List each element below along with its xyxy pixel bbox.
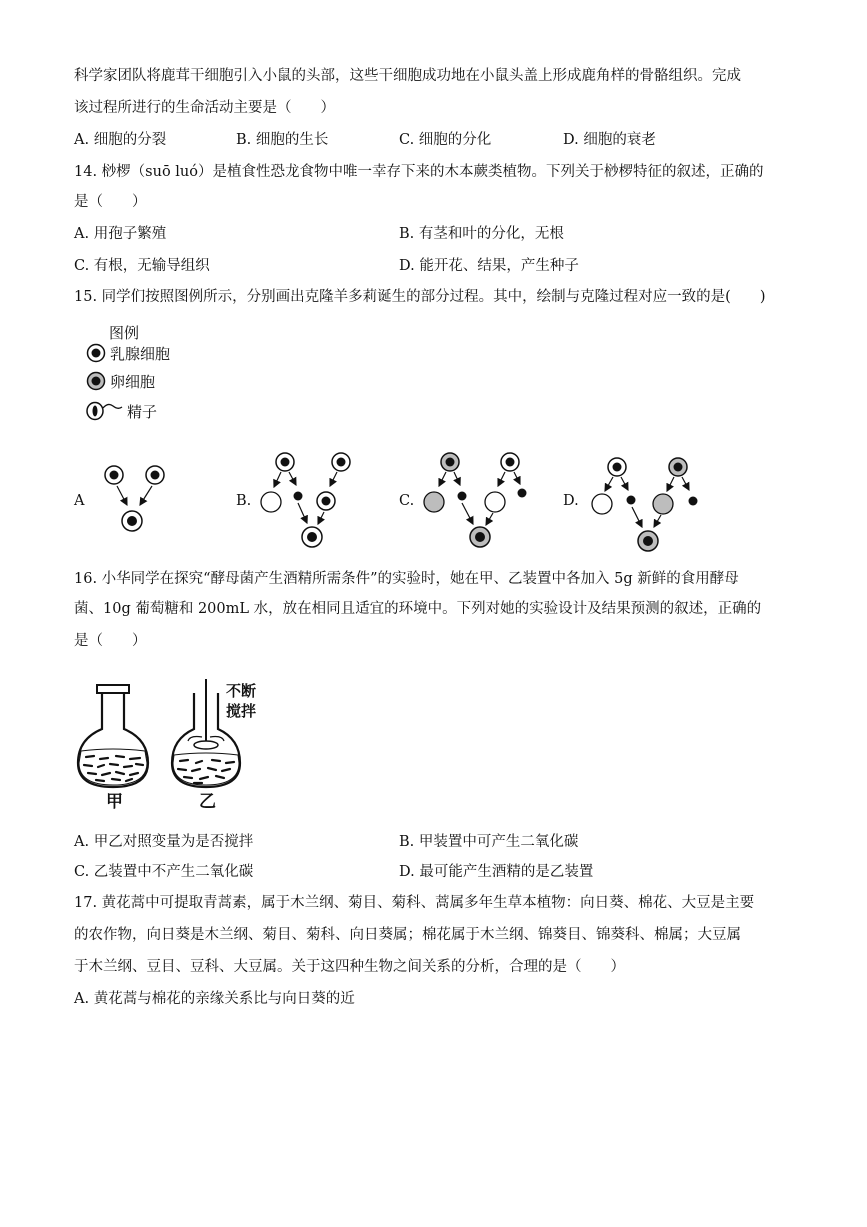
q16-option-b[interactable]: B. 甲装置中可产生二氧化碳 <box>399 834 579 850</box>
q13-option-d[interactable]: D. 细胞的衰老 <box>563 132 656 148</box>
q16-stem-line1: 16. 小华同学在探究“酵母菌产生酒精所需条件”的实验时，她在甲、乙装置中各加入 5g 新鲜的食用酵母 <box>74 571 739 587</box>
legend-sperm-icon <box>86 401 126 421</box>
q17-stem-line3: 于木兰纲、豆目、豆科、大豆属。关于这四种生物之间关系的分析，合理的是（ ） <box>74 959 625 975</box>
q14-option-a[interactable]: A. 用孢子繁殖 <box>74 226 167 242</box>
q16-option-d[interactable]: D. 最可能产生酒精的是乙装置 <box>399 864 594 880</box>
q15-stem-line1: 15. 同学们按照图例所示，分别画出克隆羊多莉诞生的部分过程。其中，绘制与克隆过程对应一致的是( ) <box>74 289 766 305</box>
diagram-c <box>424 453 527 547</box>
diagram-label-d[interactable]: D. <box>563 493 579 509</box>
diagram-a <box>105 466 164 531</box>
q14-stem-line2: 是（ ） <box>74 194 147 210</box>
diagram-label-c[interactable]: C. <box>399 493 415 509</box>
legend-title: 图例 <box>109 324 140 342</box>
q16-stem-line2: 菌、10g 葡萄糖和 200mL 水，放在相同且适宜的环境中。下列对她的实验设计及结果预测的叙述，正确的 <box>74 601 762 617</box>
flask-jia <box>78 685 148 787</box>
legend-sperm: 精子 <box>127 403 158 421</box>
legend-egg-cell-icon <box>86 371 106 391</box>
diagram-label-b[interactable]: B. <box>236 493 252 509</box>
q14-option-b[interactable]: B. 有茎和叶的分化，无根 <box>399 226 564 242</box>
q17-option-a[interactable]: A. 黄花蒿与棉花的亲缘关系比与向日葵的近 <box>74 991 355 1007</box>
legend-egg-cell: 卵细胞 <box>110 373 156 391</box>
q16-option-c[interactable]: C. 乙装置中不产生二氧化碳 <box>74 864 254 880</box>
q17-stem-line1: 17. 黄花蒿中可提取青蒿素，属于木兰纲、菊目、菊科、蒿属多年生草本植物：向日葵、棉花、大豆是主要 <box>74 895 755 911</box>
q16-stem-line3: 是（ ） <box>74 633 147 649</box>
diagram-b <box>261 453 350 547</box>
q13-stem-line2: 该过程所进行的生命活动主要是（ ） <box>74 100 335 116</box>
q14-option-d[interactable]: D. 能开花、结果，产生种子 <box>399 258 579 274</box>
q17-stem-line2: 的农作物，向日葵是木兰纲、菊目、菊科、向日葵属；棉花属于木兰纲、锦葵目、锦葵科、棉属；大豆属 <box>74 927 741 943</box>
q14-option-c[interactable]: C. 有根，无输导组织 <box>74 258 210 274</box>
stir-label-line2: 搅拌 <box>226 702 257 720</box>
q13-option-b[interactable]: B. 细胞的生长 <box>236 132 329 148</box>
q16-option-a[interactable]: A. 甲乙对照变量为是否搅拌 <box>74 834 254 850</box>
diagram-label-a[interactable]: A <box>74 493 85 509</box>
flask-label-jia: 甲 <box>106 792 123 812</box>
diagram-d <box>592 458 698 551</box>
q14-stem-line1: 14. 桫椤（suō luó）是植食性恐龙食物中唯一幸存下来的木本蕨类植物。下列关于桫椤特征的叙述，正确的 <box>74 164 764 180</box>
q13-option-c[interactable]: C. 细胞的分化 <box>399 132 492 148</box>
legend-mammary-cell-icon <box>86 343 106 363</box>
flask-label-yi: 乙 <box>199 792 216 812</box>
q13-option-a[interactable]: A. 细胞的分裂 <box>74 132 167 148</box>
stir-label-line1: 不断 <box>226 682 257 700</box>
q13-stem-line1: 科学家团队将鹿茸干细胞引入小鼠的头部，这些干细胞成功地在小鼠头盖上形成鹿角样的骨骼组织。完成 <box>74 68 741 84</box>
legend-mammary-cell: 乳腺细胞 <box>110 345 171 363</box>
clone-diagram <box>0 440 867 560</box>
